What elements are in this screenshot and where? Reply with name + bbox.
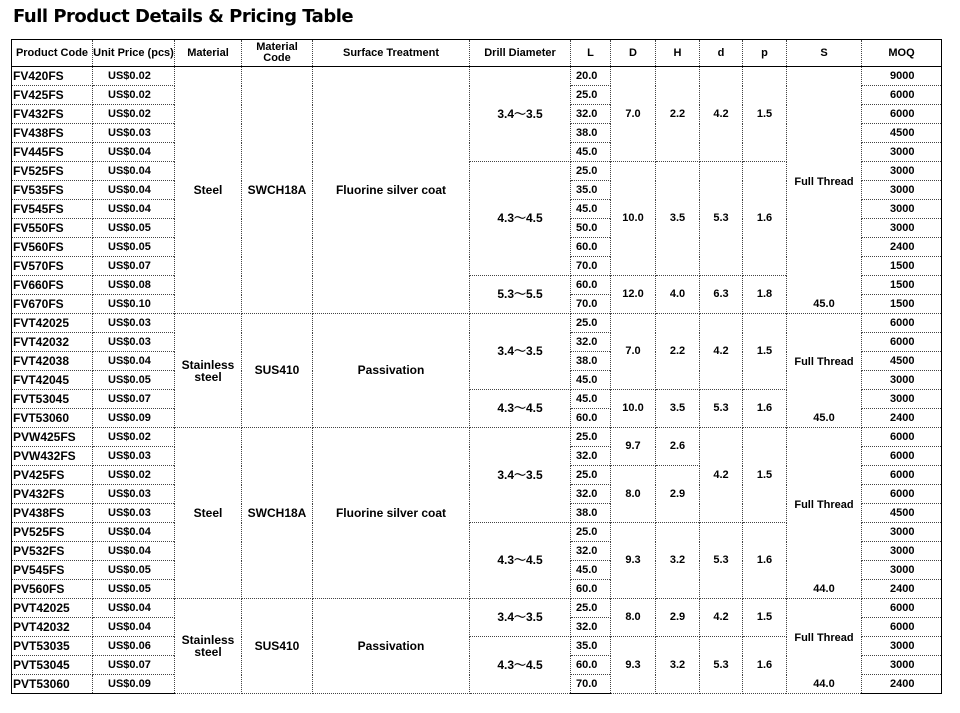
- s-thread-label: Full Thread: [794, 356, 854, 368]
- table-row: [12, 428, 942, 447]
- header-s: S: [787, 40, 862, 67]
- l-cell: 45.0: [571, 200, 611, 219]
- product-code-cell: FV535FS: [12, 181, 93, 200]
- p-cell: 1.6: [743, 390, 787, 428]
- d-upper-cell: 8.0: [611, 599, 656, 637]
- unit-price-cell: US$0.09: [93, 409, 175, 428]
- material-code-cell: SWCH18A: [242, 428, 313, 599]
- moq-cell: 1500: [862, 295, 942, 314]
- product-code-cell: FV560FS: [12, 238, 93, 257]
- product-code-cell: PVT42032: [12, 618, 93, 637]
- drill-diameter-cell: 4.3～4.5: [470, 390, 571, 428]
- header-material: Material: [175, 40, 242, 67]
- moq-cell: 3000: [862, 371, 942, 390]
- product-pricing-table: [11, 39, 942, 694]
- product-code-cell: FVT42025: [12, 314, 93, 333]
- header-surface-treatment: Surface Treatment: [313, 40, 470, 67]
- l-cell: 70.0: [571, 675, 611, 694]
- l-cell: 25.0: [571, 162, 611, 181]
- d-upper-cell: 9.3: [611, 637, 656, 694]
- product-code-cell: FV432FS: [12, 105, 93, 124]
- unit-price-cell: US$0.03: [93, 124, 175, 143]
- surface-treatment-cell: Passivation: [313, 314, 470, 428]
- s-value: 44.0: [813, 678, 835, 690]
- product-code-cell: FV545FS: [12, 200, 93, 219]
- unit-price-cell: US$0.02: [93, 105, 175, 124]
- product-code-cell: PV525FS: [12, 523, 93, 542]
- product-code-cell: PV425FS: [12, 466, 93, 485]
- product-code-cell: PVT53060: [12, 675, 93, 694]
- unit-price-cell: US$0.03: [93, 485, 175, 504]
- product-code-cell: FV570FS: [12, 257, 93, 276]
- h-cell: 2.2: [656, 314, 700, 390]
- unit-price-cell: US$0.04: [93, 143, 175, 162]
- d-lower-cell: 6.3: [700, 276, 743, 314]
- l-cell: 45.0: [571, 143, 611, 162]
- header-material-code-label: Material Code: [256, 41, 298, 64]
- unit-price-cell: US$0.02: [93, 466, 175, 485]
- unit-price-cell: US$0.04: [93, 599, 175, 618]
- h-cell: 3.2: [656, 637, 700, 694]
- s-thread-label: Full Thread: [794, 498, 854, 511]
- table-row: [12, 67, 942, 86]
- moq-cell: 3000: [862, 390, 942, 409]
- unit-price-cell: US$0.04: [93, 352, 175, 371]
- p-cell: 1.6: [743, 523, 787, 599]
- product-code-cell: FVT53045: [12, 390, 93, 409]
- product-code-cell: PV432FS: [12, 485, 93, 504]
- drill-diameter-cell: 3.4～3.5: [470, 67, 571, 162]
- product-code-cell: FV420FS: [12, 67, 93, 86]
- unit-price-cell: US$0.07: [93, 390, 175, 409]
- product-code-cell: PVW425FS: [12, 428, 93, 447]
- surface-treatment-cell: Fluorine silver coat: [313, 67, 470, 314]
- drill-diameter-cell: 5.3～5.5: [470, 276, 571, 314]
- h-cell: 2.9: [656, 466, 700, 523]
- drill-diameter-cell: 4.3～4.5: [470, 523, 571, 599]
- h-cell: 2.9: [656, 599, 700, 637]
- l-cell: 70.0: [571, 257, 611, 276]
- moq-cell: 3000: [862, 219, 942, 238]
- header-moq: MOQ: [862, 40, 942, 67]
- moq-cell: 4500: [862, 124, 942, 143]
- product-code-cell: FV550FS: [12, 219, 93, 238]
- s-cell: [787, 314, 862, 428]
- unit-price-cell: US$0.07: [93, 257, 175, 276]
- l-cell: 32.0: [571, 333, 611, 352]
- p-cell: 1.5: [743, 314, 787, 390]
- l-cell: 25.0: [571, 428, 611, 447]
- unit-price-cell: US$0.03: [93, 314, 175, 333]
- product-code-cell: FV438FS: [12, 124, 93, 143]
- l-cell: 38.0: [571, 352, 611, 371]
- product-code-cell: PV545FS: [12, 561, 93, 580]
- unit-price-cell: US$0.04: [93, 181, 175, 200]
- l-cell: 50.0: [571, 219, 611, 238]
- l-cell: 32.0: [571, 485, 611, 504]
- p-cell: 1.5: [743, 428, 787, 523]
- header-p: p: [743, 40, 787, 67]
- d-lower-cell: 4.2: [700, 599, 743, 637]
- moq-cell: 3000: [862, 542, 942, 561]
- surface-treatment-cell: Fluorine silver coat: [313, 428, 470, 599]
- d-lower-cell: 5.3: [700, 390, 743, 428]
- h-cell: 2.6: [656, 428, 700, 466]
- table-row: [12, 314, 942, 333]
- h-cell: 4.0: [656, 276, 700, 314]
- moq-cell: 6000: [862, 599, 942, 618]
- d-upper-cell: 10.0: [611, 162, 656, 276]
- moq-cell: 4500: [862, 352, 942, 371]
- d-upper-cell: 7.0: [611, 314, 656, 390]
- d-upper-cell: 12.0: [611, 276, 656, 314]
- l-cell: 38.0: [571, 124, 611, 143]
- header-l: L: [571, 40, 611, 67]
- moq-cell: 6000: [862, 428, 942, 447]
- l-cell: 25.0: [571, 314, 611, 333]
- p-cell: 1.8: [743, 276, 787, 314]
- moq-cell: 6000: [862, 333, 942, 352]
- moq-cell: 3000: [862, 656, 942, 675]
- unit-price-cell: US$0.04: [93, 523, 175, 542]
- unit-price-cell: US$0.05: [93, 371, 175, 390]
- moq-cell: 2400: [862, 580, 942, 599]
- moq-cell: 3000: [862, 181, 942, 200]
- product-code-cell: FV445FS: [12, 143, 93, 162]
- l-cell: 20.0: [571, 67, 611, 86]
- l-cell: 70.0: [571, 295, 611, 314]
- table-row: [12, 599, 942, 618]
- material-code-cell: SUS410: [242, 599, 313, 694]
- l-cell: 38.0: [571, 504, 611, 523]
- s-value: 44.0: [813, 583, 835, 595]
- l-cell: 60.0: [571, 409, 611, 428]
- moq-cell: 2400: [862, 409, 942, 428]
- unit-price-cell: US$0.05: [93, 219, 175, 238]
- d-upper-cell: 8.0: [611, 466, 656, 523]
- l-cell: 32.0: [571, 447, 611, 466]
- h-cell: 3.5: [656, 162, 700, 276]
- material-code-cell: SUS410: [242, 314, 313, 428]
- product-code-cell: FVT42045: [12, 371, 93, 390]
- h-cell: 2.2: [656, 67, 700, 162]
- table-header: [12, 40, 942, 67]
- unit-price-cell: US$0.02: [93, 86, 175, 105]
- unit-price-cell: US$0.05: [93, 580, 175, 599]
- l-cell: 60.0: [571, 580, 611, 599]
- d-lower-cell: 5.3: [700, 523, 743, 599]
- material-code-cell: SWCH18A: [242, 67, 313, 314]
- moq-cell: 6000: [862, 466, 942, 485]
- s-thread-label: Full Thread: [794, 175, 854, 188]
- d-upper-cell: 10.0: [611, 390, 656, 428]
- surface-treatment-cell: Passivation: [313, 599, 470, 694]
- product-code-cell: PVT53045: [12, 656, 93, 675]
- l-cell: 45.0: [571, 561, 611, 580]
- l-cell: 60.0: [571, 238, 611, 257]
- p-cell: 1.5: [743, 67, 787, 162]
- product-code-cell: PVT42025: [12, 599, 93, 618]
- unit-price-cell: US$0.07: [93, 656, 175, 675]
- moq-cell: 3000: [862, 637, 942, 656]
- l-cell: 32.0: [571, 105, 611, 124]
- l-cell: 25.0: [571, 86, 611, 105]
- unit-price-cell: US$0.04: [93, 542, 175, 561]
- unit-price-cell: US$0.05: [93, 238, 175, 257]
- s-cell: [787, 428, 862, 599]
- l-cell: 60.0: [571, 276, 611, 295]
- material-cell: Steel: [175, 428, 242, 599]
- page-title: Full Product Details & Pricing Table: [13, 6, 354, 27]
- unit-price-cell: US$0.03: [93, 333, 175, 352]
- d-upper-cell: 7.0: [611, 67, 656, 162]
- moq-cell: 3000: [862, 561, 942, 580]
- product-code-cell: FV425FS: [12, 86, 93, 105]
- header-product-code: Product Code: [12, 40, 93, 67]
- moq-cell: 3000: [862, 200, 942, 219]
- l-cell: 32.0: [571, 618, 611, 637]
- product-code-cell: PVW432FS: [12, 447, 93, 466]
- material-cell: Stainless steel: [175, 314, 242, 428]
- s-cell: [787, 67, 862, 314]
- p-cell: 1.6: [743, 162, 787, 276]
- moq-cell: 1500: [862, 276, 942, 295]
- drill-diameter-cell: 4.3～4.5: [470, 162, 571, 276]
- unit-price-cell: US$0.04: [93, 200, 175, 219]
- l-cell: 45.0: [571, 390, 611, 409]
- p-cell: 1.6: [743, 637, 787, 694]
- d-lower-cell: 4.2: [700, 314, 743, 390]
- product-code-cell: FVT42032: [12, 333, 93, 352]
- s-value: 45.0: [813, 298, 835, 310]
- moq-cell: 9000: [862, 67, 942, 86]
- product-code-cell: FVT53060: [12, 409, 93, 428]
- unit-price-cell: US$0.08: [93, 276, 175, 295]
- moq-cell: 6000: [862, 105, 942, 124]
- product-code-cell: FV525FS: [12, 162, 93, 181]
- unit-price-cell: US$0.09: [93, 675, 175, 694]
- drill-diameter-cell: 3.4～3.5: [470, 599, 571, 637]
- unit-price-cell: US$0.03: [93, 447, 175, 466]
- moq-cell: 4500: [862, 504, 942, 523]
- moq-cell: 3000: [862, 523, 942, 542]
- unit-price-cell: US$0.04: [93, 618, 175, 637]
- d-lower-cell: 4.2: [700, 428, 743, 523]
- d-upper-cell: 9.3: [611, 523, 656, 599]
- l-cell: 25.0: [571, 523, 611, 542]
- header-unit-price: Unit Price (pcs): [93, 40, 175, 67]
- l-cell: 35.0: [571, 637, 611, 656]
- material-cell: Stainless steel: [175, 599, 242, 694]
- material-cell: Steel: [175, 67, 242, 314]
- l-cell: 25.0: [571, 466, 611, 485]
- p-cell: 1.5: [743, 599, 787, 637]
- d-lower-cell: 5.3: [700, 162, 743, 276]
- l-cell: 25.0: [571, 599, 611, 618]
- header-d-upper: D: [611, 40, 656, 67]
- moq-cell: 1500: [862, 257, 942, 276]
- drill-diameter-cell: 3.4～3.5: [470, 314, 571, 390]
- table-body: [12, 67, 942, 694]
- header-material-code: [242, 40, 313, 67]
- moq-cell: 6000: [862, 86, 942, 105]
- unit-price-cell: US$0.03: [93, 504, 175, 523]
- product-code-cell: PVT53035: [12, 637, 93, 656]
- moq-cell: 3000: [862, 162, 942, 181]
- unit-price-cell: US$0.10: [93, 295, 175, 314]
- product-code-cell: PV532FS: [12, 542, 93, 561]
- s-thread-label: Full Thread: [794, 631, 854, 644]
- moq-cell: 6000: [862, 447, 942, 466]
- moq-cell: 6000: [862, 485, 942, 504]
- h-cell: 3.5: [656, 390, 700, 428]
- l-cell: 35.0: [571, 181, 611, 200]
- drill-diameter-cell: 4.3～4.5: [470, 637, 571, 694]
- moq-cell: 6000: [862, 314, 942, 333]
- d-lower-cell: 4.2: [700, 67, 743, 162]
- d-lower-cell: 5.3: [700, 637, 743, 694]
- d-upper-cell: 9.7: [611, 428, 656, 466]
- l-cell: 60.0: [571, 656, 611, 675]
- s-cell: [787, 599, 862, 694]
- unit-price-cell: US$0.02: [93, 428, 175, 447]
- s-value: 45.0: [813, 412, 835, 424]
- moq-cell: 6000: [862, 618, 942, 637]
- unit-price-cell: US$0.05: [93, 561, 175, 580]
- drill-diameter-cell: 3.4～3.5: [470, 428, 571, 523]
- moq-cell: 3000: [862, 143, 942, 162]
- l-cell: 32.0: [571, 542, 611, 561]
- moq-cell: 2400: [862, 675, 942, 694]
- product-code-cell: FVT42038: [12, 352, 93, 371]
- moq-cell: 2400: [862, 238, 942, 257]
- h-cell: 3.2: [656, 523, 700, 599]
- header-drill-diameter: Drill Diameter: [470, 40, 571, 67]
- unit-price-cell: US$0.02: [93, 67, 175, 86]
- header-h: H: [656, 40, 700, 67]
- header-d-lower: d: [700, 40, 743, 67]
- l-cell: 45.0: [571, 371, 611, 390]
- product-code-cell: FV670FS: [12, 295, 93, 314]
- unit-price-cell: US$0.06: [93, 637, 175, 656]
- header-row: [12, 40, 942, 67]
- product-code-cell: PV438FS: [12, 504, 93, 523]
- product-code-cell: FV660FS: [12, 276, 93, 295]
- unit-price-cell: US$0.04: [93, 162, 175, 181]
- product-code-cell: PV560FS: [12, 580, 93, 599]
